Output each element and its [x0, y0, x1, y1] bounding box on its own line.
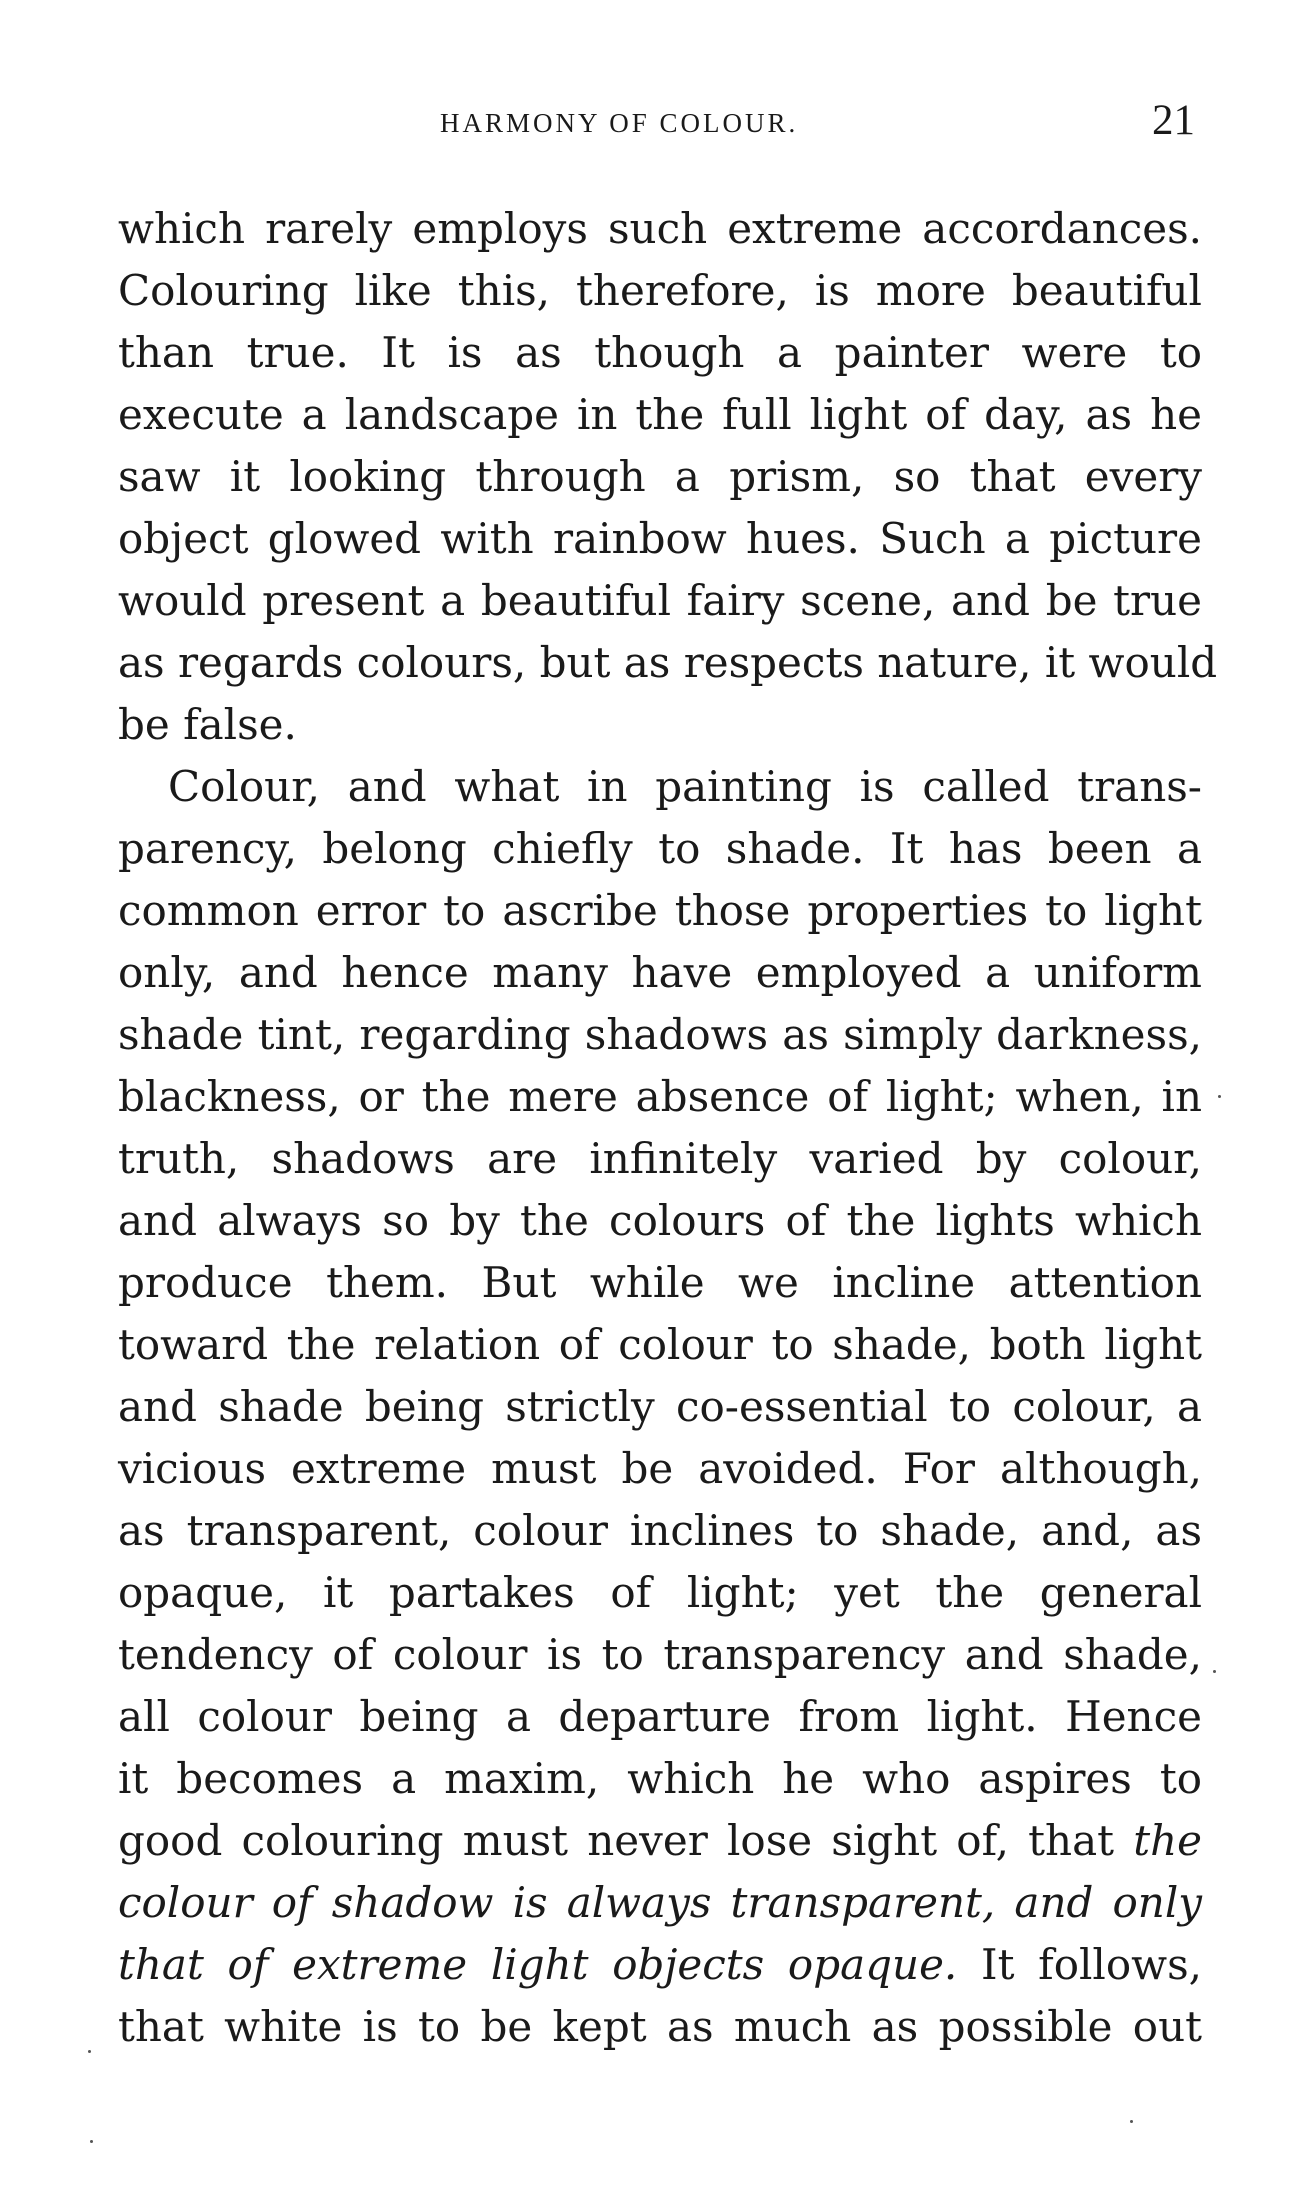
text-line: it becomes a maxim, which he who aspires to — [118, 1754, 1202, 1803]
text-line: and always so by the colours of the lights which — [118, 1196, 1202, 1245]
text-line: saw it looking through a prism, so that every — [118, 452, 1202, 501]
text-line: truth, shadows are infinitely varied by colour, — [118, 1134, 1202, 1183]
text-line: opaque, it partakes of light; yet the general — [118, 1568, 1202, 1617]
print-speck — [1218, 1095, 1221, 1098]
running-head-title: HARMONY OF COLOUR. — [440, 108, 799, 138]
text-line: Colour, and what in painting is called trans- — [168, 762, 1202, 811]
text-line-roman: good colouring must never lose sight of, that — [118, 1816, 1134, 1865]
text-line: as regards colours, but as respects nature, it would — [118, 638, 1218, 687]
text-line: all colour being a departure from light. Hence — [118, 1692, 1202, 1741]
paragraph-1 — [118, 198, 1218, 756]
text-line-italic: that of extreme light objects opaque. — [118, 1940, 958, 1989]
text-line: shade tint, regarding shadows as simply darkness, — [118, 1010, 1202, 1059]
page-number: 21 — [1152, 97, 1195, 144]
text-line: be false. — [118, 700, 297, 749]
print-speck — [1130, 2120, 1133, 2123]
text-line: tendency of colour is to transparency and shade, — [118, 1630, 1202, 1679]
text-line: toward the relation of colour to shade, both light — [118, 1320, 1202, 1369]
text-line — [118, 1934, 1202, 1996]
text-line: would present a beautiful fairy scene, and be true — [118, 576, 1202, 625]
text-line: object glowed with rainbow hues. Such a picture — [118, 514, 1202, 563]
text-line: that white is to be kept as much as possible out — [118, 2002, 1202, 2051]
print-speck — [90, 2140, 93, 2143]
text-line: only, and hence many have employed a uniform — [118, 948, 1202, 997]
text-line: execute a landscape in the full light of day, as he — [118, 390, 1202, 439]
text-line: and shade being strictly co-essential to colour, a — [118, 1382, 1202, 1431]
text-line: Colouring like this, therefore, is more beautiful — [118, 266, 1202, 315]
text-line: vicious extreme must be avoided. For although, — [118, 1444, 1202, 1493]
print-speck — [88, 2050, 91, 2053]
text-line: which rarely employs such extreme accordances. — [118, 204, 1202, 253]
text-line: than true. It is as though a painter were to — [118, 328, 1202, 377]
text-line-roman: It follows, — [957, 1940, 1202, 1989]
text-line: parency, belong chiefly to shade. It has been a — [118, 824, 1202, 873]
text-line: as transparent, colour inclines to shade, and, as — [118, 1506, 1202, 1555]
text-line: colour of shadow is always transparent, and only — [118, 1878, 1202, 1927]
paragraph-2 — [118, 756, 1202, 2058]
text-line: blackness, or the mere absence of light; when, in — [118, 1072, 1202, 1121]
text-line: produce them. But while we incline attention — [118, 1258, 1202, 1307]
print-speck — [1213, 1670, 1216, 1673]
body-text — [118, 198, 1218, 2058]
text-line-italic: the — [1133, 1816, 1202, 1865]
text-line — [118, 1810, 1202, 1872]
text-line: common error to ascribe those properties to light — [118, 886, 1202, 935]
